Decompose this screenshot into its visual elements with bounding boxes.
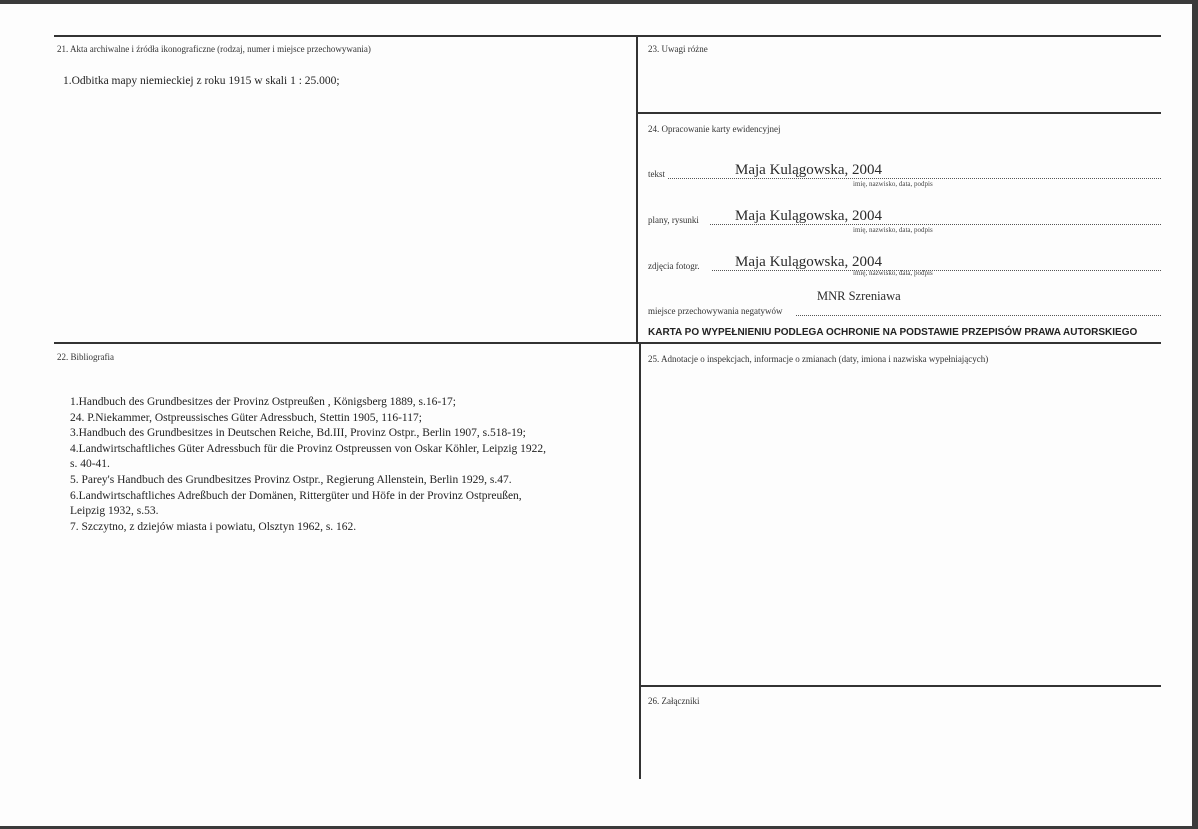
s24-photos-label: zdjęcia fotogr. (648, 261, 700, 271)
middle-rule (54, 342, 1161, 344)
bibliography-item: s. 40-41. (70, 458, 110, 471)
s24-plans-value: Maja Kulągowska, 2004 (735, 208, 883, 224)
bibliography-item: 6.Landwirtschaftliches Adreßbuch der Domänen, Rittergüter und Höfe in der Provinz Ostpreußen, (70, 489, 522, 502)
bibliography-list (70, 395, 546, 535)
record-card-sheet (0, 4, 1192, 826)
s24-title: 24. Opracowanie karty ewidencyjnej (648, 124, 781, 134)
s24-photos-hint: imię, nazwisko, data, podpis (853, 269, 933, 277)
top-rule (54, 35, 1161, 37)
bibliography-item: 7. Szczytno, z dziejów miasta i powiatu, Olsztyn 1962, s. 162. (70, 520, 357, 533)
s24-negatives-value: MNR Szreniawa (817, 289, 901, 303)
s21-title: 21. Akta archiwalne i źródła ikonograficzne (rodzaj, numer i miejsce przechowywania) (57, 44, 371, 54)
s23-title: 23. Uwagi różne (648, 44, 708, 54)
s23-s24-divider (636, 112, 1161, 114)
bibliography-item: 24. P.Niekammer, Ostpreussisches Güter Adressbuch, Stettin 1905, 116-117; (70, 411, 422, 424)
s24-photos-value: Maja Kulągowska, 2004 (735, 254, 883, 270)
s24-plans-hint: imię, nazwisko, data, podpis (853, 226, 933, 234)
s24-negatives-label: miejsce przechowywania negatywów (648, 306, 783, 316)
s21-item: 1.Odbitka mapy niemieckiej z roku 1915 w skali 1 : 25.000; (63, 75, 340, 87)
s24-plans-label: plany, rysunki (648, 215, 699, 225)
copyright-note: KARTA PO WYPEŁNIENIU PODLEGA OCHRONIE NA PODSTAWIE PRZEPISÓW PRAWA AUTORSKIEGO (648, 327, 1138, 338)
s24-negatives-dotline (796, 315, 1161, 316)
s24-text-hint: imię, nazwisko, data, podpis (853, 180, 933, 188)
bibliography-item: 3.Handbuch des Grundbesitzes in Deutschen Reiche, Bd.III, Provinz Ostpr., Berlin 1907, s.518-19; (70, 427, 526, 440)
bibliography-item: 5. Parey's Handbuch des Grundbesitzes Provinz Ostpr., Regierung Allenstein, Berlin 1929, s.47. (70, 473, 512, 486)
s22-title: 22. Bibliografia (57, 352, 114, 362)
s24-text-value: Maja Kulągowska, 2004 (735, 162, 883, 178)
bibliography-item: 4.Landwirtschaftliches Güter Adressbuch für die Provinz Ostpreussen von Oskar Köhler, Leipzig 1922, (70, 442, 547, 455)
bibliography-item: Leipzig 1932, s.53. (70, 505, 159, 518)
s26-title: 26. Załączniki (648, 696, 700, 706)
column-divider-bottom (639, 342, 641, 779)
s25-s26-divider (639, 685, 1161, 687)
bibliography-item: 1.Handbuch des Grundbesitzes der Provinz Ostpreußen , Königsberg 1889, s.16-17; (70, 396, 456, 408)
s24-text-label: tekst (648, 169, 665, 179)
s25-title: 25. Adnotacje o inspekcjach, informacje o zmianach (daty, imiona i nazwiska wypełniających) (648, 354, 989, 364)
column-divider-top (636, 35, 638, 344)
